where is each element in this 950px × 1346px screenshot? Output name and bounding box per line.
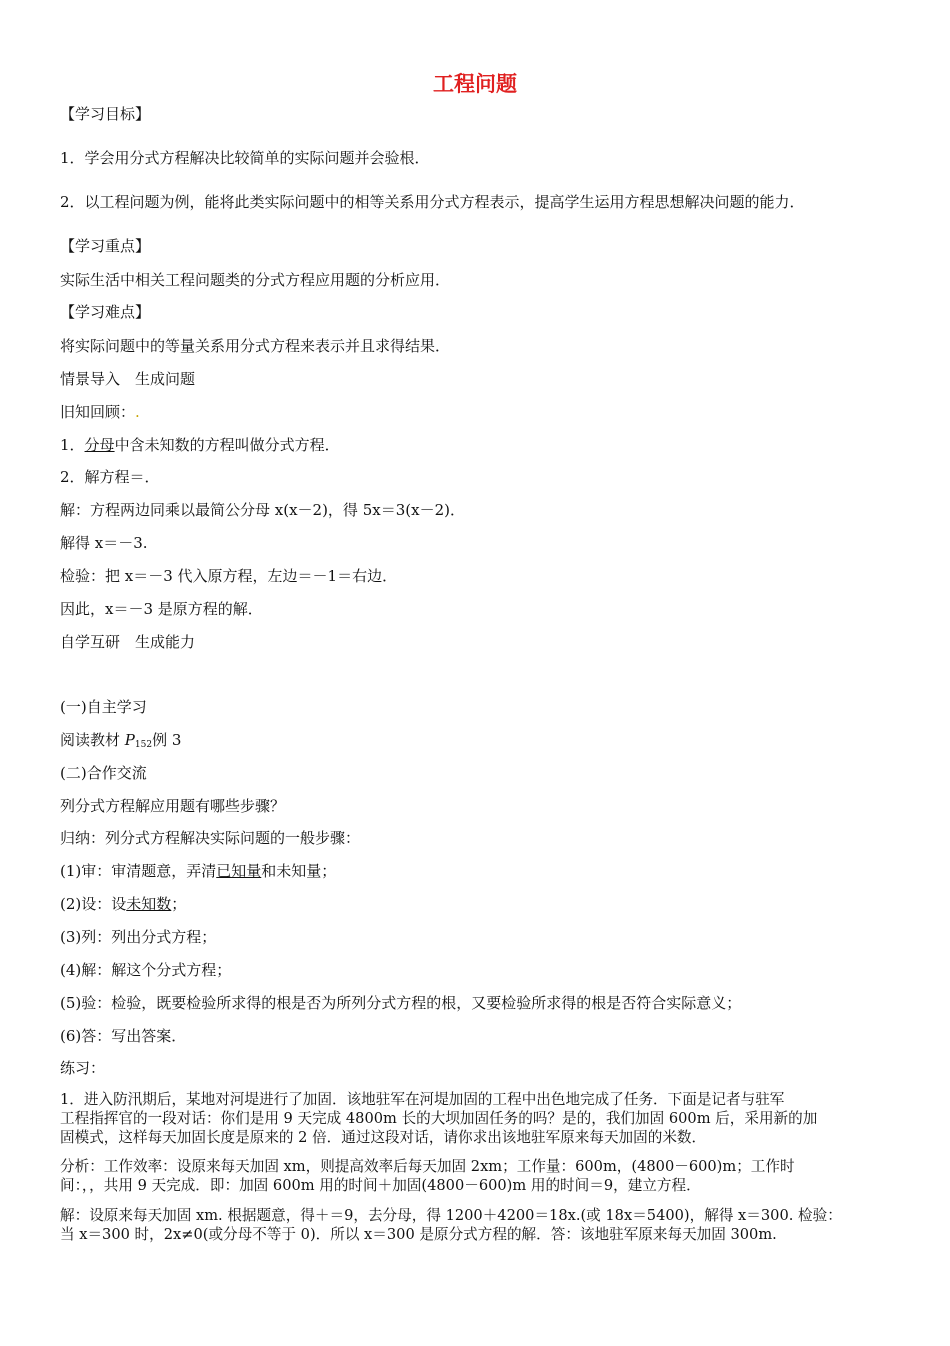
step-3: (3)列：列出分式方程； bbox=[60, 928, 217, 946]
reading-assignment bbox=[60, 730, 181, 755]
problem-line-1: 1．进入防汛期后，某地对河堤进行了加固．该地驻军在河堤加固的工程中出色地完成了任务．下面是记者与驻军 bbox=[60, 1091, 785, 1108]
page-number: 152 bbox=[134, 740, 153, 750]
key-point-text: 实际生活中相关工程问题类的分式方程应用题的分析应用． bbox=[60, 271, 451, 289]
self-study-label: (一)自主学习 bbox=[60, 698, 147, 716]
key-point-header: 【学习重点】 bbox=[60, 237, 151, 255]
practice-heading: 练习： bbox=[60, 1059, 106, 1077]
practice-answer bbox=[60, 1206, 892, 1244]
q1-underlined-term: 分母 bbox=[84, 436, 115, 454]
step-6: (6)答：写出答案． bbox=[60, 1027, 187, 1045]
answer-line-2: 当 x＝300 时，2x≠0(或分母不等于 0)．所以 x＝300 是原分式方程的解．答：该地驻军原来每天加固 300m. bbox=[60, 1226, 777, 1243]
learning-goal-header: 【学习目标】 bbox=[60, 105, 151, 123]
review-text: 旧知回顾： bbox=[60, 403, 136, 421]
analysis-line-1: 分析：工作效率：设原来每天加固 xm，则提高效率后每天加固 2xm；工作量：600m，(4800－600)m；工作时 bbox=[60, 1158, 795, 1175]
reading-suffix: 例 3 bbox=[152, 731, 182, 749]
learning-goal-2: 2．以工程问题为例，能将此类实际问题中的相等关系用分式方程表示，提高学生运用方程思想解决问题的能力． bbox=[60, 193, 805, 211]
practice-analysis bbox=[60, 1157, 892, 1195]
intro-heading: 情景导入 生成问题 bbox=[60, 370, 196, 388]
step-1-a: (1)审：审清题意，弄清 bbox=[60, 862, 217, 880]
q1-rest: 中含未知数的方程叫做分式方程． bbox=[114, 436, 340, 454]
learning-goal-1: 1．学会用分式方程解决比较简单的实际问题并会验根． bbox=[60, 149, 430, 167]
solution-line-1: 解：方程两边同乘以最简公分母 x(x－2)，得 5x＝3(x－2)． bbox=[60, 501, 465, 519]
step-2-underlined: 未知数 bbox=[126, 895, 172, 913]
page-title: 工程问题 bbox=[433, 72, 517, 96]
answer-line-1: 解：设原来每天加固 xm. 根据题意，得＋＝9，去分母，得 1200＋4200＝18x.(或 18x＝5400)，解得 x＝300. 检验： bbox=[60, 1207, 842, 1224]
solution-line-3: 检验：把 x＝－3 代入原方程，左边＝－1＝右边． bbox=[60, 567, 398, 585]
step-2 bbox=[60, 894, 186, 914]
difficulty-header: 【学习难点】 bbox=[60, 303, 151, 321]
solution-line-2: 解得 x＝－3. bbox=[60, 534, 148, 552]
difficulty-text: 将实际问题中的等量关系用分式方程来表示并且求得结果． bbox=[60, 337, 451, 355]
step-1-underlined: 已知量 bbox=[216, 862, 262, 880]
study-heading: 自学互研 生成能力 bbox=[60, 633, 196, 651]
review-question-1 bbox=[60, 435, 340, 455]
marker-dot: . bbox=[135, 403, 140, 421]
review-question-2: 2．解方程＝． bbox=[60, 468, 160, 486]
step-1-b: 和未知量； bbox=[261, 862, 337, 880]
step-2-a: (2)设：设 bbox=[60, 895, 127, 913]
step-1 bbox=[60, 861, 336, 881]
practice-problem-1 bbox=[60, 1090, 892, 1147]
problem-line-3: 固模式，这样每天加固长度是原来的 2 倍．通过这段对话，请你求出该地驻军原来每天加固的米数． bbox=[60, 1129, 707, 1146]
steps-summary: 归纳：列分式方程解决实际问题的一般步骤： bbox=[60, 829, 361, 847]
solution-line-4: 因此，x＝－3 是原方程的解． bbox=[60, 600, 263, 618]
q1-prefix: 1． bbox=[60, 436, 85, 454]
step-5: (5)验：检验，既要检验所求得的根是否为所列分式方程的根，又要检验所求得的根是否符合实际意义； bbox=[60, 994, 742, 1012]
step-2-b: ； bbox=[171, 895, 187, 913]
cooperation-label: (二)合作交流 bbox=[60, 764, 147, 782]
page-p: P bbox=[124, 731, 135, 749]
steps-question: 列分式方程解应用题有哪些步骤？ bbox=[60, 797, 286, 815]
analysis-line-2: 间：，，共用 9 天完成．即：加固 600m 用的时间＋加固(4800－600)m 用的时间＝9，建立方程． bbox=[60, 1177, 701, 1194]
reading-prefix: 阅读教材 bbox=[60, 731, 125, 749]
review-label bbox=[60, 402, 140, 422]
problem-line-2: 工程指挥官的一段对话：你们是用 9 天完成 4800m 长的大坝加固任务的吗？是的，我们加固 600m 后，采用新的加 bbox=[60, 1110, 818, 1127]
step-4: (4)解：解这个分式方程； bbox=[60, 961, 232, 979]
